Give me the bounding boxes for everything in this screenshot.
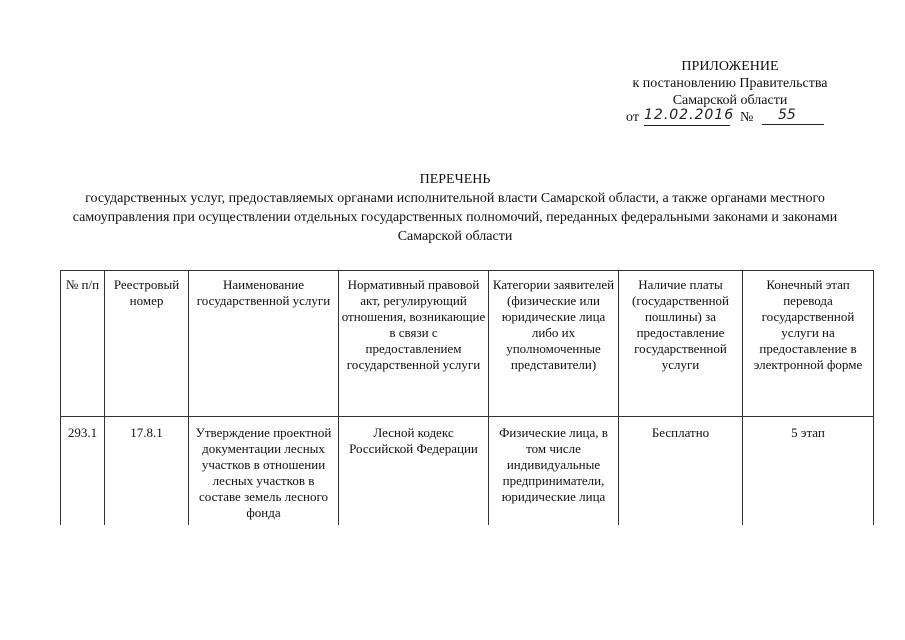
appendix-block: [600, 58, 860, 129]
number-prefix: №: [740, 110, 754, 125]
header-fee: Наличие платы (государственной пошлины) за предоставление государственной услуги: [619, 271, 743, 417]
appendix-title: ПРИЛОЖЕНИЕ: [681, 59, 779, 74]
handwritten-date: 12.02.2016: [644, 107, 730, 126]
header-legal-act: Нормативный правовой акт, регулирующий отношения, возникающие в связи с предоставлением государственной услуги: [339, 271, 489, 417]
cell-applicant-categories: Физические лица, в том числе индивидуальные предприниматели, юридические лица: [489, 417, 619, 526]
document-subtitle: государственных услуг, предоставляемых органами исполнительной власти Самарской области, а также органами местного самоуправления при осуществлении отдельных государственных полномочий, переданных федеральными законами и законами Самарской области: [72, 191, 838, 244]
handwritten-number: 55: [762, 107, 824, 125]
services-table: [60, 270, 874, 525]
date-prefix: от: [626, 110, 639, 125]
header-number: № п/п: [61, 271, 105, 417]
table-header-row: [61, 271, 874, 417]
appendix-line-2: Самарской области: [672, 93, 788, 108]
cell-number: 293.1: [61, 417, 105, 526]
table-row: [61, 417, 874, 526]
header-final-stage: Конечный этап перевода государственной услуги на предоставление в электронной форме: [743, 271, 874, 417]
appendix-line-1: к постановлению Правительства: [632, 76, 828, 91]
cell-final-stage: 5 этап: [743, 417, 874, 526]
appendix-date-line: [600, 109, 860, 129]
cell-service-name: Утверждение проектной документации лесных участков в отношении лесных участков в составе земель лесного фонда: [189, 417, 339, 526]
document-title: ПЕРЕЧЕНЬ: [419, 172, 491, 187]
header-registry-number: Реестровый номер: [105, 271, 189, 417]
cell-registry-number: 17.8.1: [105, 417, 189, 526]
header-applicant-categories: Категории заявителей (физические или юридические лица либо их уполномоченные представители): [489, 271, 619, 417]
cell-fee: Бесплатно: [619, 417, 743, 526]
header-service-name: Наименование государственной услуги: [189, 271, 339, 417]
cell-legal-act: Лесной кодекс Российской Федерации: [339, 417, 489, 526]
